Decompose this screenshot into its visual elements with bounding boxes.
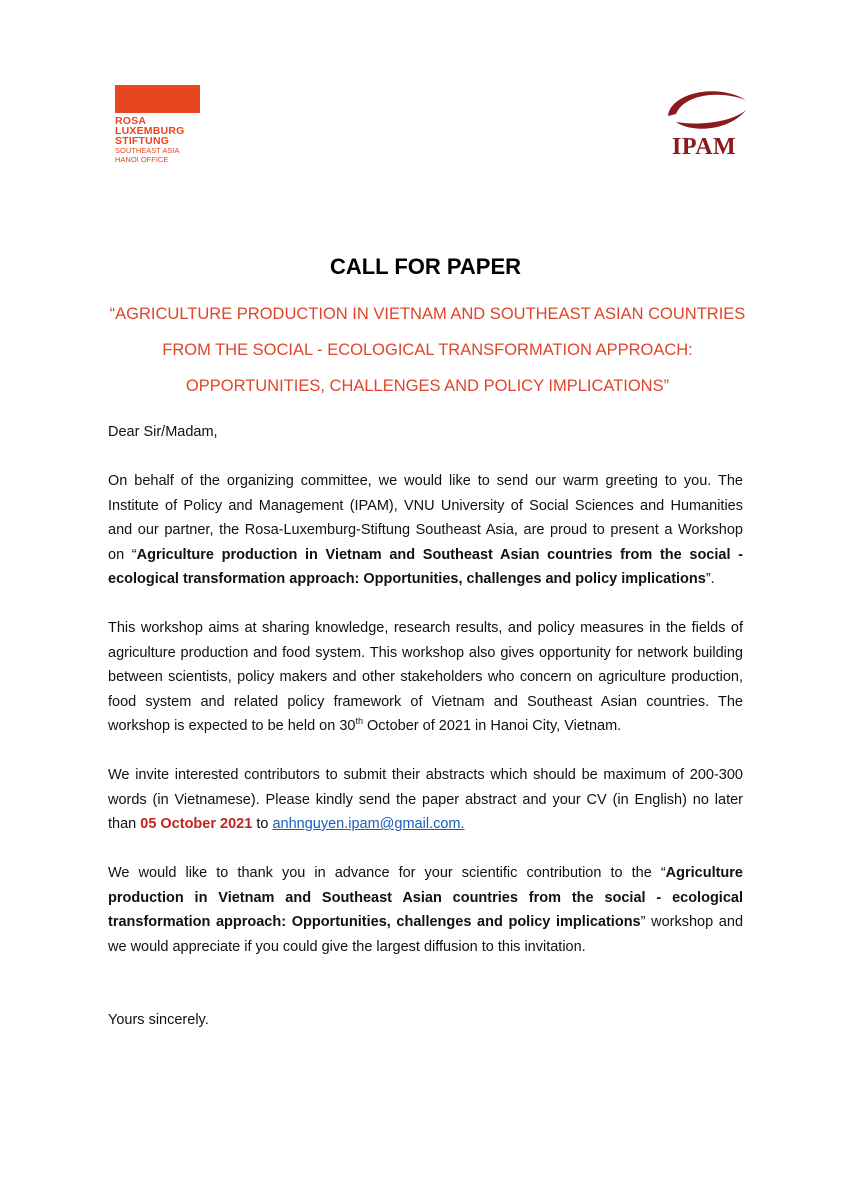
submission-to: to (252, 816, 273, 832)
greeting: Dear Sir/Madam, (108, 424, 218, 440)
ipam-swoosh-icon (660, 86, 752, 136)
aims-text: This workshop aims at sharing knowledge, research results, and policy measures in the fields of agriculture production and food system. This workshop also gives opportunity for network building between scientists, policy makers and other stakeholders who concern on agriculture production, food system and related policy framework of Vietnam and Southeast Asian countries. The workshop is expected to be held on 30 (108, 620, 743, 734)
rls-logo (115, 85, 210, 164)
paragraph-thanks (108, 861, 743, 959)
submission-text: We invite interested contributors to submit their abstracts which should be maximum of 200-300 words (in Vietnamese). Please kindly send the paper abstract and your CV (in English) no later than (108, 767, 743, 832)
rls-logo-block (115, 85, 200, 113)
page-title: CALL FOR PAPER (329, 254, 522, 279)
thanks-text: We would like to thank you in advance for your scientific contribution to the “ (108, 865, 666, 881)
paragraph-aims (108, 616, 743, 739)
letter-body (108, 420, 743, 1057)
rls-logo-sub-line: SOUTHEAST ASIA (115, 146, 180, 155)
subtitle-line: FROM THE SOCIAL - ECOLOGICAL TRANSFORMATION APPROACH: (162, 341, 693, 359)
intro-text: On behalf of the organizing committee, we would like to send our warm greeting to you. The Institute of Policy and Management (IPAM), VNU University of Social Sciences and Humanities and our partner, the Rosa-Luxemburg-Stiftung Southeast Asia, are proud to present a Workshop on “ (108, 473, 743, 563)
subtitle-line: OPPORTUNITIES, CHALLENGES AND POLICY IMPLICATIONS” (185, 377, 670, 395)
deadline-date: 05 October 2021 (140, 816, 253, 832)
rls-logo-line: ROSA (115, 115, 147, 127)
rls-logo-name (115, 116, 210, 146)
aims-end: October of 2021 in Hanoi City, Vietnam. (363, 718, 622, 734)
workshop-subtitle (60, 296, 795, 404)
intro-end: ”. (705, 571, 715, 587)
thanks-end: ” workshop and we would appreciate if you could give the largest diffusion to this invitation. (108, 914, 744, 955)
paragraph-submission (108, 763, 743, 837)
contact-email-link[interactable]: anhnguyen.ipam@gmail.com. (272, 816, 465, 832)
ordinal-suffix: th (355, 716, 363, 727)
rls-logo-sub-line: HANOI OFFICE (115, 154, 169, 164)
closing: Yours sincerely. (108, 1012, 209, 1028)
rls-logo-line: LUXEMBURG (115, 125, 185, 137)
rls-logo-subtitle (115, 147, 210, 164)
ipam-logo-text: IPAM (672, 134, 737, 160)
paragraph-intro (108, 469, 743, 592)
rls-logo-line: STIFTUNG (115, 135, 170, 147)
workshop-name: Agriculture production in Vietnam and Southeast Asian countries from the social - ecological transformation approach: Opportunities, challenges and policy implications (108, 546, 743, 587)
workshop-name: Agriculture production in Vietnam and Southeast Asian countries from the social - ecological transformation approach: Opportunities, challenges and policy implications (108, 865, 743, 930)
subtitle-line: “AGRICULTURE PRODUCTION IN VIETNAM AND SOUTHEAST ASIAN COUNTRIES (109, 305, 746, 323)
ipam-logo (660, 86, 752, 162)
